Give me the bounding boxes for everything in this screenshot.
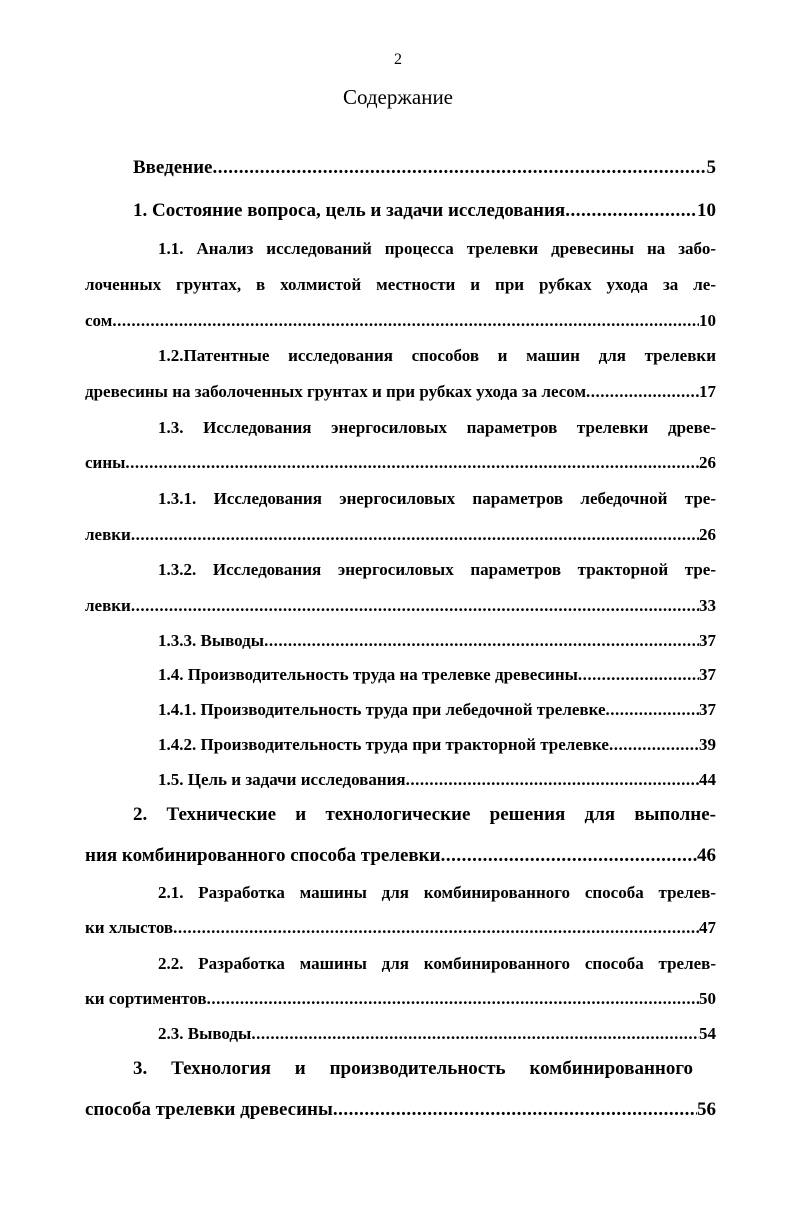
toc-entry-label: левки xyxy=(85,525,131,544)
toc-page-number: 47 xyxy=(699,918,716,937)
toc-entry-1-1-line-1[interactable] xyxy=(158,239,716,259)
toc-entry-1-1-line-3[interactable] xyxy=(85,311,716,331)
toc-entry-label: 2.1. Разработка машины для комбинированного способа трелев- xyxy=(158,883,716,902)
toc-entry-2-2-line-2[interactable] xyxy=(85,989,716,1009)
toc-entry-chapter-1[interactable] xyxy=(133,200,716,222)
toc-page-number: 54 xyxy=(699,1024,716,1043)
toc-page-number: 37 xyxy=(699,700,716,719)
toc-leader-dots xyxy=(441,845,697,867)
toc-entry-1-1-line-2[interactable] xyxy=(85,275,716,295)
toc-leader-dots xyxy=(609,735,699,755)
toc-page-number: 37 xyxy=(699,631,716,650)
toc-leader-dots xyxy=(112,311,699,331)
toc-entry-chapter-2-line-2[interactable] xyxy=(85,845,716,867)
toc-page-number: 26 xyxy=(699,453,716,472)
toc-entry-chapter-3-line-2[interactable] xyxy=(85,1099,716,1121)
toc-page-number: 10 xyxy=(699,311,716,330)
toc-entry-chapter-3-line-1[interactable] xyxy=(133,1058,693,1080)
toc-leader-dots xyxy=(586,382,699,402)
toc-entry-1-3-2-line-1[interactable] xyxy=(158,560,716,580)
toc-entry-label: ния комбинированного способа трелевки xyxy=(85,845,441,866)
toc-leader-dots xyxy=(173,918,699,938)
toc-leader-dots xyxy=(207,989,699,1009)
toc-entry-label: 2. Технические и технологические решения для выполне- xyxy=(133,804,716,825)
toc-entry-label: 1.4.2. Производительность труда при тракторной трелевке xyxy=(158,735,609,754)
toc-page-number: 37 xyxy=(699,665,716,684)
toc-entry-label: древесины на заболоченных грунтах и при рубках ухода за лесом xyxy=(85,382,587,401)
toc-leader-dots xyxy=(565,200,697,222)
toc-leader-dots xyxy=(131,596,699,616)
toc-page-number: 26 xyxy=(699,525,716,544)
toc-entry-label: 1.3.3. Выводы xyxy=(158,631,265,650)
toc-leader-dots xyxy=(406,770,699,790)
toc-entry-label: ки хлыстов xyxy=(85,918,174,937)
toc-entry-label: 2.2. Разработка машины для комбинированного способа трелев- xyxy=(158,954,716,973)
toc-entry-2-3[interactable] xyxy=(158,1024,716,1044)
toc-entry-1-2-line-2[interactable] xyxy=(85,382,716,402)
toc-leader-dots xyxy=(578,665,699,685)
toc-entry-1-5[interactable] xyxy=(158,770,716,790)
toc-page-number: 5 xyxy=(706,157,716,178)
toc-entry-label: 1.2.Патентные исследования способов и машин для трелевки xyxy=(158,346,716,365)
toc-entry-label: 1.4.1. Производительность труда при лебедочной трелевке xyxy=(158,700,606,719)
toc-entry-label: 1.3.1. Исследования энергосиловых параметров лебедочной тре- xyxy=(158,489,716,508)
toc-entry-1-4-1[interactable] xyxy=(158,700,716,720)
toc-entry-1-3-1-line-1[interactable] xyxy=(158,489,716,509)
toc-entry-label: 1.5. Цель и задачи исследования xyxy=(158,770,406,789)
toc-entry-1-4-2[interactable] xyxy=(158,735,716,755)
toc-entry-label: левки xyxy=(85,596,131,615)
toc-entry-label: 1.1. Анализ исследований процесса трелевки древесины на забо- xyxy=(158,239,716,258)
toc-leader-dots xyxy=(606,700,700,720)
toc-entry-label: сины xyxy=(85,453,126,472)
toc-entry-intro[interactable] xyxy=(133,157,716,179)
toc-entry-label: 1. Состояние вопроса, цель и задачи исследования xyxy=(133,200,566,221)
toc-entry-label: способа трелевки древесины xyxy=(85,1099,333,1120)
toc-entry-1-3-1-line-2[interactable] xyxy=(85,525,716,545)
toc-leader-dots xyxy=(264,631,699,651)
toc-leader-dots xyxy=(213,157,707,179)
toc-entry-2-2-line-1[interactable] xyxy=(158,954,716,974)
toc-entry-chapter-2-line-1[interactable] xyxy=(133,804,716,826)
toc-leader-dots xyxy=(251,1024,699,1044)
toc-entry-1-4[interactable] xyxy=(158,665,716,685)
toc-entry-1-3-line-1[interactable] xyxy=(158,418,716,438)
toc-entry-2-1-line-1[interactable] xyxy=(158,883,716,903)
toc-entry-label: 1.3. Исследования энергосиловых параметров трелевки древе- xyxy=(158,418,716,437)
toc-entry-label: Введение xyxy=(133,157,213,178)
toc-entry-2-1-line-2[interactable] xyxy=(85,918,716,938)
toc-entry-1-3-2-line-2[interactable] xyxy=(85,596,716,616)
toc-entry-1-3-3[interactable] xyxy=(158,631,716,651)
toc-entry-1-3-line-2[interactable] xyxy=(85,453,716,473)
toc-page-number: 56 xyxy=(697,1099,716,1120)
toc-leader-dots xyxy=(333,1099,697,1121)
toc-entry-label: 3. Технология и производительность комбинированного xyxy=(133,1058,693,1079)
toc-entry-label: 1.4. Производительность труда на трелевке древесины xyxy=(158,665,578,684)
toc-entry-label: ки сортиментов xyxy=(85,989,207,1008)
toc-page-number: 39 xyxy=(699,735,716,754)
toc-page-number: 10 xyxy=(697,200,716,221)
toc-entry-label: лоченных грунтах, в холмистой местности и при рубках ухода за ле- xyxy=(85,275,716,294)
toc-page-number: 46 xyxy=(697,845,716,866)
toc-entry-label: сом xyxy=(85,311,113,330)
toc-entry-1-2-line-1[interactable] xyxy=(158,346,716,366)
toc-page-number: 33 xyxy=(699,596,716,615)
toc-page-number: 50 xyxy=(699,989,716,1008)
toc-leader-dots xyxy=(125,453,699,473)
toc-entry-label: 2.3. Выводы xyxy=(158,1024,252,1043)
toc-page-number: 44 xyxy=(699,770,716,789)
toc-leader-dots xyxy=(131,525,699,545)
toc-title: Содержание xyxy=(342,85,454,109)
page-number: 2 xyxy=(394,51,402,68)
toc-entry-label: 1.3.2. Исследования энергосиловых параметров тракторной тре- xyxy=(158,560,716,579)
toc-page-number: 17 xyxy=(699,382,716,401)
